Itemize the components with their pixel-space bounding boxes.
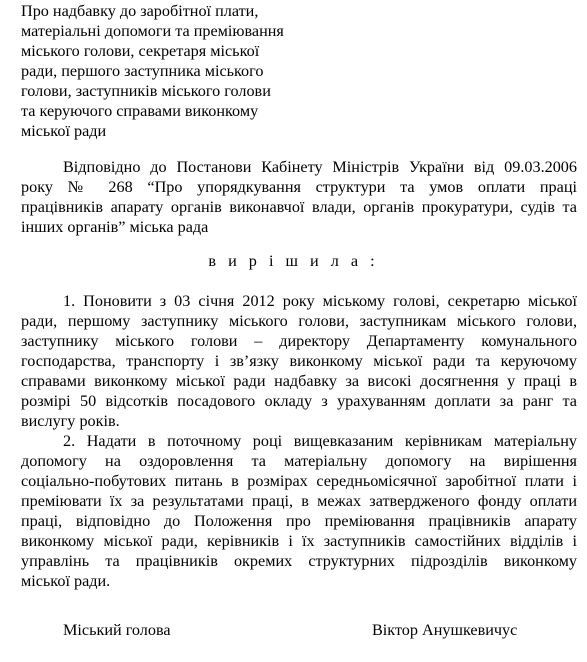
item-1-paragraph <box>21 291 577 431</box>
item-1-line: вислугу років. <box>21 412 120 430</box>
preamble-line: Відповідно до Постанови Кабінету Міністрів України від 09.03.2006 <box>63 158 577 176</box>
item-1-line: заступнику міського голови – директору Департаменту комунального <box>21 332 577 350</box>
item-2-paragraph <box>21 431 577 591</box>
item-2-line: виконкому міської ради, керівників і їх заступників самостійних відділів і <box>21 532 577 550</box>
item-1-line: господарства, транспорту і зв’язку виконкому міської ради та керуючому <box>21 352 577 370</box>
item-1-line: 1. Поновити з 03 січня 2012 року міському голові, секретарю міської <box>63 292 577 310</box>
title-line: міського голови, секретаря міської <box>21 42 260 60</box>
item-1-line: ради, першому заступнику міського голови, заступникам міського голови, <box>21 312 577 330</box>
preamble-paragraph <box>21 157 577 237</box>
item-2-line: соціально-побутових питань в розмірах середньомісячної заробітної плати і <box>21 472 577 490</box>
item-2-line: допомогу на оздоровлення та матеріальну допомогу на вирішення <box>21 452 577 470</box>
title-line: ради, першого заступника міського <box>21 62 264 80</box>
decision-heading: в и р і ш и л а : <box>208 252 379 270</box>
item-1-line: справами виконкому міської ради надбавку за високі досягнення у праці в <box>21 372 577 390</box>
item-2-line: 2. Надати в поточному році вищевказаним керівникам матеріальну <box>63 432 577 450</box>
title-line: голови, заступників міського голови <box>21 82 271 100</box>
signature-position: Міський голова <box>63 621 171 639</box>
title-line: матеріальні допомоги та преміювання <box>21 22 284 40</box>
item-2-line: праці, відповідно до Положення про преміювання працівників апарату <box>21 512 577 530</box>
item-2-line: міської ради. <box>21 572 111 590</box>
item-1-line: розмірі 50 відсотків посадового окладу з урахуванням доплати за ранг та <box>21 392 577 410</box>
title-line: міської ради <box>21 122 107 140</box>
preamble-line: інших органів” міська рада <box>21 218 209 236</box>
title-line: Про надбавку до заробітної плати, <box>21 2 259 20</box>
preamble-line: працівників апарату органів виконавчої влади, органів прокуратури, судів та <box>21 198 577 216</box>
item-2-line: преміювати їх за результатами праці, в межах затвердженого фонду оплати <box>21 492 577 510</box>
preamble-line: року № 268 “Про упорядкування структури та умов оплати праці <box>21 178 577 196</box>
signature-name: Віктор Анушкевичус <box>372 621 518 639</box>
item-2-line: управлінь та працівників окремих структурних підрозділів виконкому <box>21 552 577 570</box>
title-line: та керуючого справами виконкому <box>21 102 259 120</box>
